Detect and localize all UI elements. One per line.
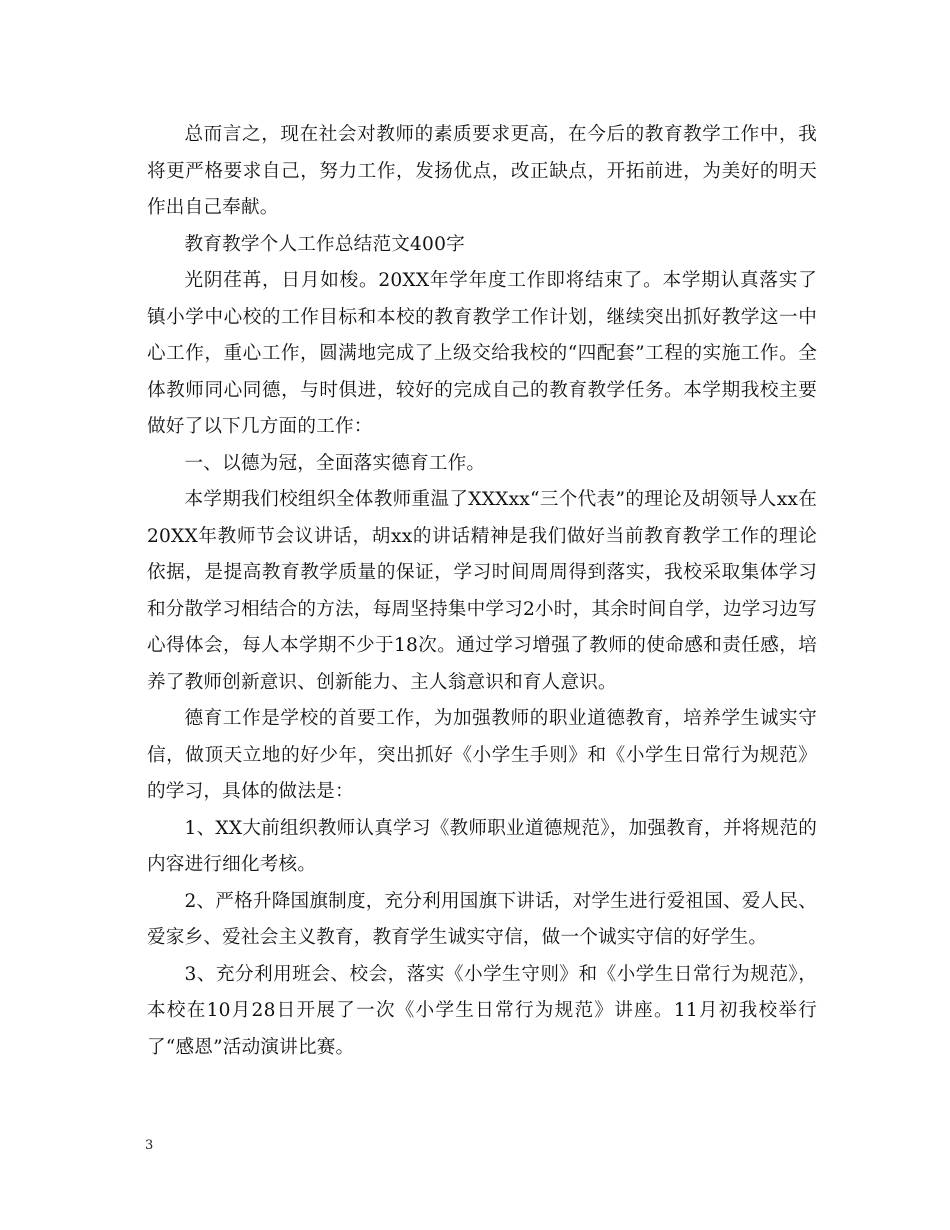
paragraph-intro: 光阴荏苒，日月如梭。20XX年学年度工作即将结束了。本学期认真落实了镇小学中心校的工作目标和本校的教育教学工作计划，继续突出抓好教学这一中心工作，重心工作，圆满地完成了上级交给我校的“四配套”工程的实施工作。全体教师同心同德，与时俱进，较好的完成自己的教育教学任务。本学期我校主要做好了以下几方面的工作： [147, 270, 817, 437]
list-item-2: 2、严格升降国旗制度，充分利用国旗下讲话，对学生进行爱祖国、爱人民、爱家乡、爱社会主义教育，教育学生诚实守信，做一个诚实守信的好学生。 [147, 890, 817, 948]
paragraph-conclusion: 总而言之，现在社会对教师的素质要求更高，在今后的教育教学工作中，我将更严格要求自己，努力工作，发扬优点，改正缺点，开拓前进，为美好的明天作出自己奉献。 [147, 124, 817, 218]
paragraph-moral-work: 德育工作是学校的首要工作，为加强教师的职业道德教育，培养学生诚实守信，做顶天立地的好少年，突出抓好《小学生手则》和《小学生日常行为规范》的学习，具体的做法是： [147, 708, 817, 802]
section-heading-moral-education: 一、以德为冠，全面落实德育工作。 [184, 452, 486, 474]
section-title: 教育教学个人工作总结范文400字 [184, 233, 465, 255]
paragraph-teacher-study: 本学期我们校组织全体教师重温了XXXxx“三个代表”的理论及胡领导人xx在20XX年教师节会议讲话，胡xx的讲话精神是我们做好当前教育教学工作的理论依据，是提高教育教学质量的保证，学习时间周周得到落实，我校采取集体学习和分散学习相结合的方法，每周坚持集中学习2小时，其余时间自学，边学习边写心得体会，每人本学期不少于18次。通过学习增强了教师的使命感和责任感，培养了教师创新意识、创新能力、主人翁意识和育人意识。 [147, 489, 817, 693]
document-body [147, 117, 817, 1066]
list-item-3: 3、充分利用班会、校会，落实《小学生守则》和《小学生日常行为规范》，本校在10月28日开展了一次《小学生日常行为规范》讲座。11月初我校举行了“感恩”活动演讲比赛。 [147, 963, 817, 1058]
page-number: 3 [145, 1138, 154, 1153]
list-item-1: 1、XX大前组织教师认真学习《教师职业道德规范》，加强教育，并将规范的内容进行细化考核。 [147, 817, 817, 875]
